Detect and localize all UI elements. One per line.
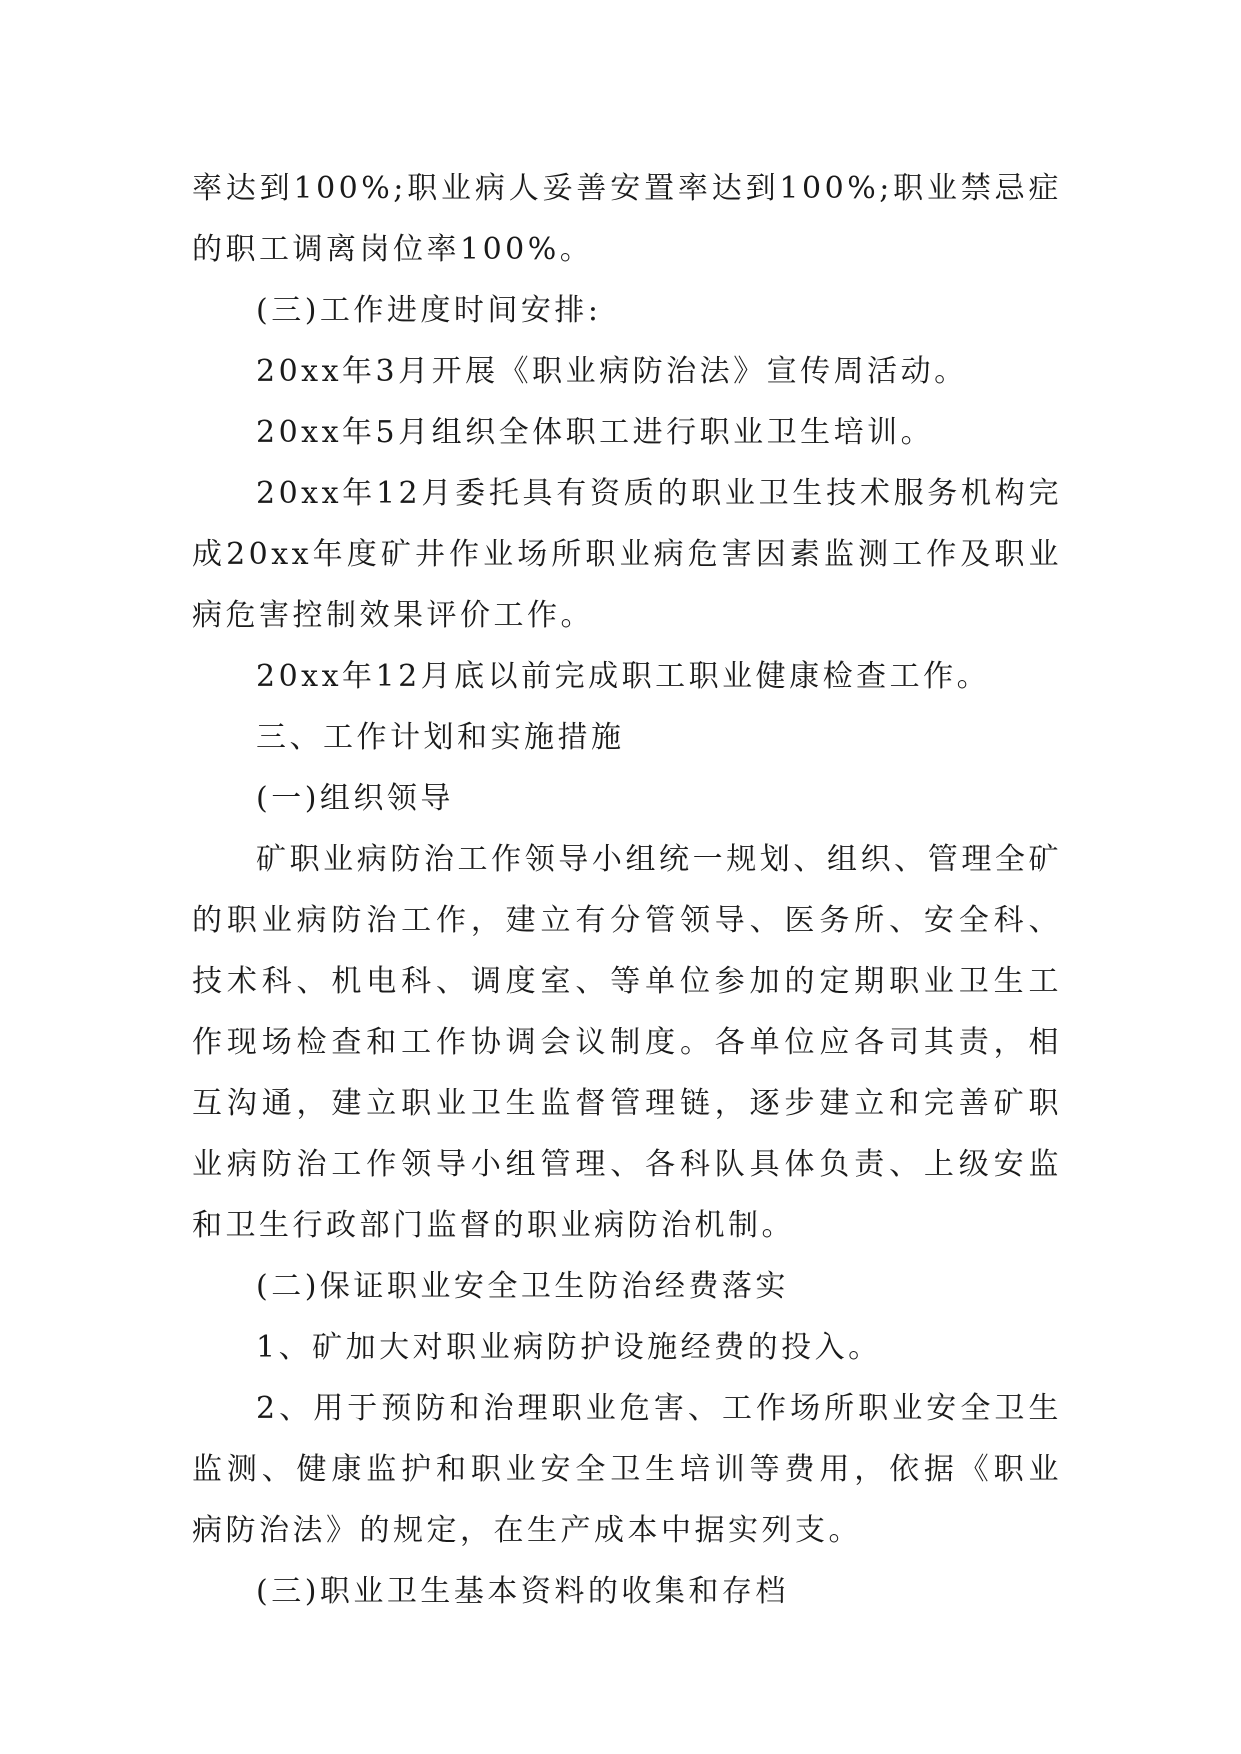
paragraph-schedule-year-end: 20xx年12月底以前完成职工职业健康检查工作。 <box>256 659 991 694</box>
paragraph-funding-1: 1、矿加大对职业病防护设施经费的投入。 <box>256 1330 882 1365</box>
paragraph-organization: 矿职业病防治工作领导小组统一规划、组织、管理全矿的职业病防治工作，建立有分管领导、医务所、安全科、技术科、机电科、调度室、等单位参加的定期职业卫生工作现场检查和工作协调会议制度。各单位应各司其责，相互沟通，建立职业卫生监督管理链，逐步建立和完善矿职业病防治工作领导小组管理、各科队具体负责、上级安监和卫生行政部门监督的职业病防治机制。 <box>192 842 1062 1243</box>
section-heading-plan: 三、工作计划和实施措施 <box>256 720 625 755</box>
document-body <box>192 158 1062 1622</box>
paragraph-schedule-march: 20xx年3月开展《职业病防治法》宣传周活动。 <box>256 354 968 389</box>
subheading-organization: (一)组织领导 <box>256 781 454 816</box>
paragraph-schedule-december: 20xx年12月委托具有资质的职业卫生技术服务机构完成20xx年度矿井作业场所职业病危害因素监测工作及职业病危害控制效果评价工作。 <box>192 476 1062 633</box>
paragraph-schedule-may: 20xx年5月组织全体职工进行职业卫生培训。 <box>256 415 935 450</box>
subheading-records: (三)职业卫生基本资料的收集和存档 <box>256 1574 789 1609</box>
paragraph-continuation: 率达到100%;职业病人妥善安置率达到100%;职业禁忌症的职工调离岗位率100%。 <box>192 171 1062 267</box>
paragraph-funding-2: 2、用于预防和治理职业危害、工作场所职业安全卫生监测、健康监护和职业安全卫生培训等费用，依据《职业病防治法》的规定，在生产成本中据实列支。 <box>192 1391 1062 1548</box>
paragraph-schedule-heading: (三)工作进度时间安排: <box>256 293 602 328</box>
subheading-funding: (二)保证职业安全卫生防治经费落实 <box>256 1269 789 1304</box>
